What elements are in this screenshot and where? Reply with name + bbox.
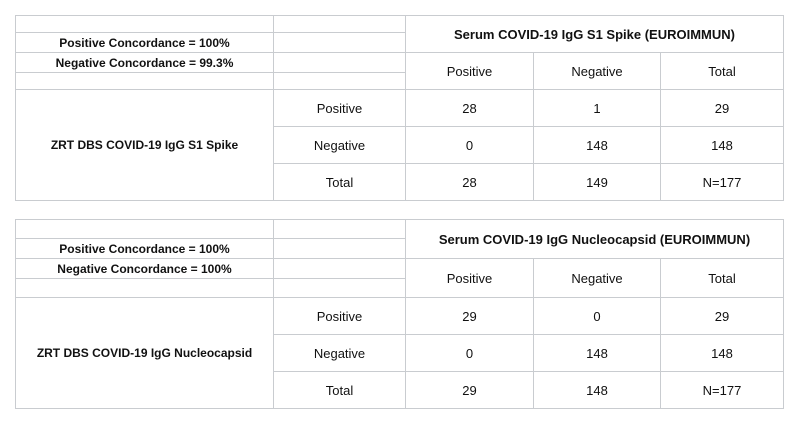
cell-total-negative: 148 xyxy=(534,372,661,409)
cell-positive-positive: 28 xyxy=(406,90,534,127)
column-header-total: Total xyxy=(661,259,784,298)
row-label-total: Total xyxy=(274,164,406,201)
negative-concordance: Negative Concordance = 99.3% xyxy=(16,53,274,73)
blank-cell xyxy=(16,73,274,90)
blank-cell xyxy=(274,73,406,90)
cell-negative-negative: 148 xyxy=(534,335,661,372)
cell-negative-total: 148 xyxy=(661,127,784,164)
row-group-label: ZRT DBS COVID-19 IgG S1 Spike xyxy=(16,90,274,201)
positive-concordance: Positive Concordance = 100% xyxy=(16,33,274,53)
blank-cell xyxy=(274,239,406,259)
concordance-table-s1-spike xyxy=(15,15,784,201)
blank-cell xyxy=(274,16,406,33)
cell-positive-total: 29 xyxy=(661,298,784,335)
cell-positive-negative: 0 xyxy=(534,298,661,335)
column-header-positive: Positive xyxy=(406,53,534,90)
row-label-total: Total xyxy=(274,372,406,409)
row-label-negative: Negative xyxy=(274,335,406,372)
cell-total-negative: 149 xyxy=(534,164,661,201)
reference-header: Serum COVID-19 IgG Nucleocapsid (EUROIMMUN) xyxy=(406,220,784,259)
column-header-total: Total xyxy=(661,53,784,90)
cell-negative-negative: 148 xyxy=(534,127,661,164)
cell-total-positive: 28 xyxy=(406,164,534,201)
blank-cell xyxy=(274,33,406,53)
cell-positive-positive: 29 xyxy=(406,298,534,335)
blank-cell xyxy=(274,279,406,298)
concordance-table-nucleocapsid xyxy=(15,219,784,409)
negative-concordance: Negative Concordance = 100% xyxy=(16,259,274,279)
row-label-negative: Negative xyxy=(274,127,406,164)
cell-total-total: N=177 xyxy=(661,164,784,201)
cell-positive-total: 29 xyxy=(661,90,784,127)
row-group-label: ZRT DBS COVID-19 IgG Nucleocapsid xyxy=(16,298,274,409)
cell-total-total: N=177 xyxy=(661,372,784,409)
row-label-positive: Positive xyxy=(274,90,406,127)
blank-cell xyxy=(274,53,406,73)
column-header-negative: Negative xyxy=(534,259,661,298)
blank-cell xyxy=(274,259,406,279)
positive-concordance: Positive Concordance = 100% xyxy=(16,239,274,259)
blank-cell xyxy=(16,220,274,239)
cell-negative-positive: 0 xyxy=(406,127,534,164)
column-header-positive: Positive xyxy=(406,259,534,298)
cell-negative-positive: 0 xyxy=(406,335,534,372)
blank-cell xyxy=(274,220,406,239)
cell-positive-negative: 1 xyxy=(534,90,661,127)
column-header-negative: Negative xyxy=(534,53,661,90)
blank-cell xyxy=(16,279,274,298)
row-label-positive: Positive xyxy=(274,298,406,335)
cell-negative-total: 148 xyxy=(661,335,784,372)
blank-cell xyxy=(16,16,274,33)
reference-header: Serum COVID-19 IgG S1 Spike (EUROIMMUN) xyxy=(406,16,784,53)
cell-total-positive: 29 xyxy=(406,372,534,409)
